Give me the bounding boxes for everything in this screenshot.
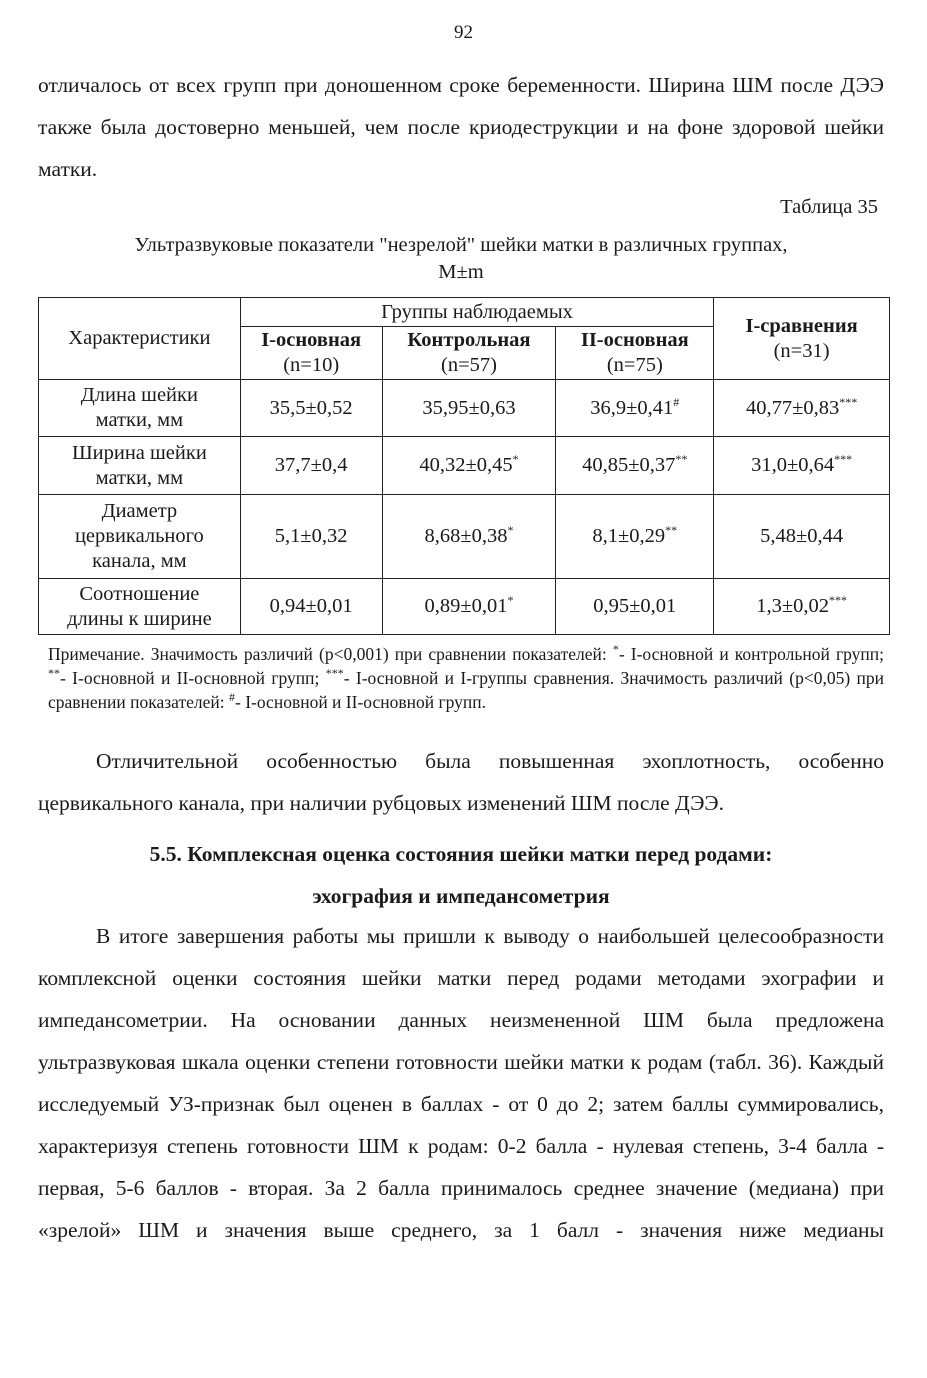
cell-col1: 35,5±0,52 [240, 380, 382, 437]
row-label-line: Диаметр [101, 500, 178, 522]
header-col3-n: (n=75) [606, 354, 663, 376]
row-label-line: Ширина шейки [71, 441, 207, 464]
section-heading-line2: эхография и импедансометрия [312, 884, 610, 908]
row-label [39, 437, 241, 495]
table-row [39, 380, 890, 437]
cell-col2: 0,89±0,01* [382, 579, 556, 635]
row-label-line: Длина шейки [80, 384, 198, 406]
cell-col2: 40,32±0,45* [382, 437, 556, 495]
header-col3-name: II-основная [580, 329, 689, 351]
section-heading-line1: 5.5. Комплексная оценка состояния шейки матки перед родами: [149, 842, 773, 866]
paragraph-echo: Отличительной особенностью была повышенная эхоплотность, особенно цервикального канала, при наличии рубцовых изменений ШМ после ДЭЭ. [38, 749, 884, 815]
header-col2-n: (n=57) [441, 354, 497, 376]
row-label-line: матки, мм [95, 409, 184, 431]
cell-col4: 1,3±0,02*** [714, 579, 890, 635]
header-col4-name: I-сравнения [745, 314, 858, 337]
row-label-line: Соотношение [79, 582, 200, 605]
header-col2-name: Контрольная [407, 329, 531, 351]
header-col2 [382, 327, 556, 380]
table-header-row [39, 298, 890, 327]
table-caption-line2: M±m [438, 261, 484, 283]
cell-col1: 5,1±0,32 [240, 495, 382, 579]
page-number: 92 [454, 22, 473, 43]
table-row [39, 579, 890, 635]
row-label-line: канала, мм [92, 550, 187, 572]
ultrasound-table [38, 297, 890, 635]
cell-col1: 37,7±0,4 [240, 437, 382, 495]
cell-col3: 0,95±0,01 [556, 579, 714, 635]
row-label-line: цервикального [74, 525, 204, 547]
header-characteristics: Характеристики [39, 298, 241, 380]
header-col1-name: I-основная [261, 329, 362, 351]
table-caption [38, 232, 884, 286]
row-label [39, 579, 241, 635]
header-col1-n: (n=10) [283, 354, 340, 376]
header-col1 [240, 327, 382, 380]
header-groups: Группы наблюдаемых [240, 298, 713, 327]
table-note: Примечание. Значимость различий (p<0,001) при сравнении показателей: *- I-основной и контрольной групп; **- I-основной и II-основной групп; ***- I-основной и I-группы сравнения. Значимость различий (p<0,05) при сравнении показателей: #- I-основной и II-основной групп. [48, 642, 885, 712]
row-label [39, 495, 241, 579]
paragraph-intro: отличалось от всех групп при доношенном сроке беременности. Ширина ШМ после ДЭЭ также была достоверно меньшей, чем после криодеструкции и на фоне здоровой шейки матки. [38, 73, 884, 181]
paragraph-conclusion: В итоге завершения работы мы пришли к выводу о наибольшей целесообразности комплексной оценки состояния шейки матки перед родами методами эхографии и импедансометрии. На основании данных неизмененной ШМ была предложена ультразвуковая шкала оценки степени готовности шейки матки к родам (табл. 36). Каждый исследуемый УЗ-признак был оценен в баллах - от 0 до 2; затем баллы суммировались, характеризуя степень готовности ШМ к родам: 0-2 балла - нулевая степень, 3-4 балла - первая, 5-6 баллов - вторая. За 2 балла принималось среднее значение (медиана) при «зрелой» ШМ и значения выше среднего, за 1 балл - значения ниже медианы [38, 924, 884, 1242]
row-label-line: длины к ширине [67, 607, 212, 630]
table-row [39, 495, 890, 579]
row-label [39, 380, 241, 437]
cell-col3: 40,85±0,37** [556, 437, 714, 495]
cell-col2: 8,68±0,38* [382, 495, 556, 579]
cell-col2: 35,95±0,63 [382, 380, 556, 437]
table-label: Таблица 35 [780, 196, 878, 218]
cell-col3: 36,9±0,41# [556, 380, 714, 437]
cell-col1: 0,94±0,01 [240, 579, 382, 635]
table-row [39, 437, 890, 495]
row-label-line: матки, мм [95, 466, 184, 489]
table-caption-line1: Ультразвуковые показатели "незрелой" шейки матки в различных группах, [134, 234, 788, 256]
cell-col4: 40,77±0,83*** [714, 380, 890, 437]
header-col4-n: (n=31) [773, 339, 830, 362]
header-col3 [556, 327, 714, 380]
cell-col4: 5,48±0,44 [714, 495, 890, 579]
cell-col4: 31,0±0,64*** [714, 437, 890, 495]
header-col4 [714, 298, 890, 380]
cell-col3: 8,1±0,29** [556, 495, 714, 579]
